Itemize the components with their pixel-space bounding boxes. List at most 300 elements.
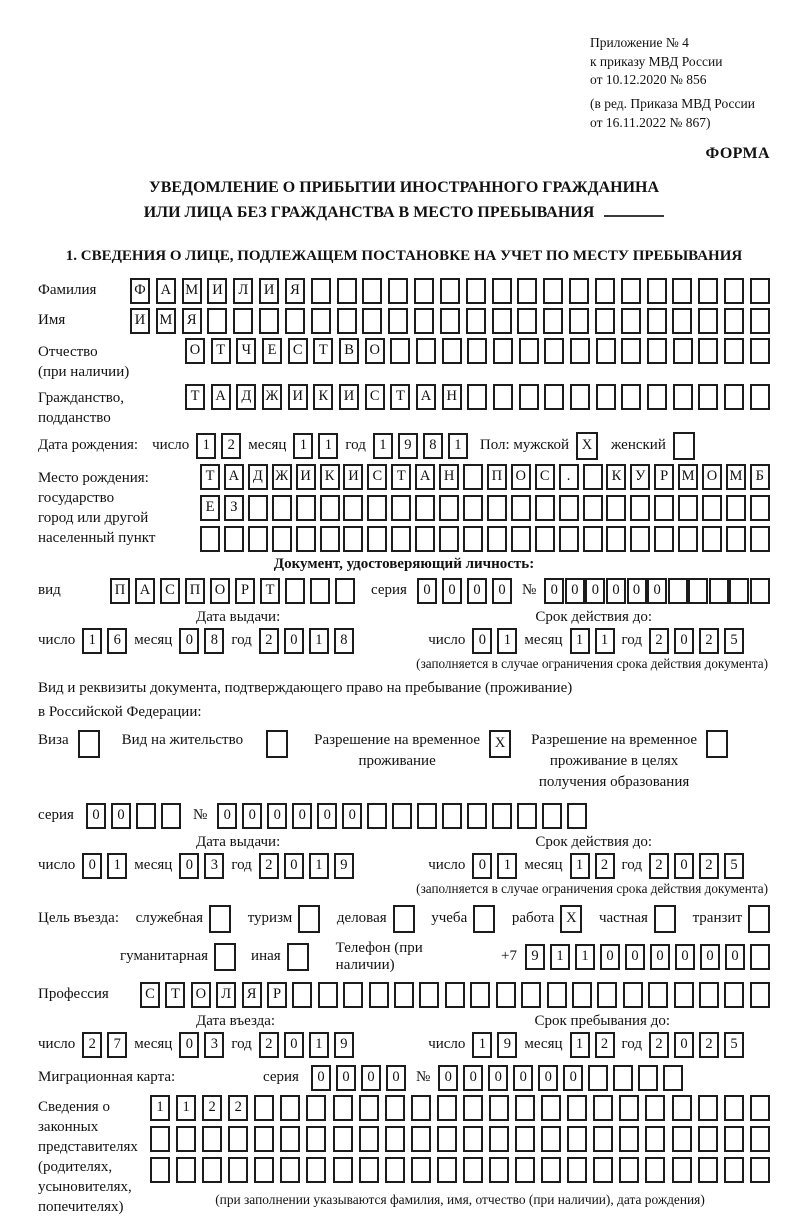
char-box[interactable] xyxy=(489,1095,509,1121)
char-box[interactable]: 0 xyxy=(600,944,620,970)
char-box[interactable]: 5 xyxy=(724,628,744,654)
char-box[interactable]: 2 xyxy=(259,1032,279,1058)
char-box[interactable] xyxy=(442,338,462,364)
char-box[interactable] xyxy=(583,495,603,521)
char-box[interactable] xyxy=(437,1126,457,1152)
char-box[interactable] xyxy=(285,578,305,604)
char-box[interactable] xyxy=(750,384,770,410)
char-box[interactable] xyxy=(467,803,487,829)
temp-residence-edu-checkbox[interactable] xyxy=(706,730,728,758)
char-box[interactable] xyxy=(362,308,382,334)
char-box[interactable] xyxy=(673,384,693,410)
char-box[interactable] xyxy=(724,1095,744,1121)
char-box[interactable] xyxy=(595,278,615,304)
char-box[interactable] xyxy=(467,384,487,410)
char-box[interactable]: 0 xyxy=(267,803,287,829)
char-box[interactable]: Т xyxy=(260,578,280,604)
char-box[interactable] xyxy=(136,803,156,829)
char-box[interactable]: 1 xyxy=(293,433,313,459)
char-box[interactable] xyxy=(511,495,531,521)
char-box[interactable]: 0 xyxy=(463,1065,483,1091)
char-box[interactable] xyxy=(750,495,770,521)
char-box[interactable]: Д xyxy=(236,384,256,410)
char-box[interactable]: 8 xyxy=(423,433,443,459)
char-box[interactable] xyxy=(596,384,616,410)
char-box[interactable] xyxy=(750,1126,770,1152)
char-box[interactable] xyxy=(724,338,744,364)
char-box[interactable] xyxy=(544,384,564,410)
char-box[interactable] xyxy=(621,278,641,304)
char-box[interactable] xyxy=(415,526,435,552)
char-box[interactable] xyxy=(414,278,434,304)
char-box[interactable] xyxy=(569,278,589,304)
char-box[interactable]: 1 xyxy=(318,433,338,459)
char-box[interactable] xyxy=(411,1126,431,1152)
char-box[interactable]: 0 xyxy=(650,944,670,970)
char-box[interactable] xyxy=(688,578,708,604)
char-box[interactable]: И xyxy=(343,464,363,490)
char-box[interactable] xyxy=(411,1157,431,1183)
char-box[interactable]: 0 xyxy=(700,944,720,970)
char-box[interactable]: 0 xyxy=(284,853,304,879)
char-box[interactable]: Т xyxy=(313,338,333,364)
char-box[interactable] xyxy=(369,982,389,1008)
char-box[interactable] xyxy=(593,1126,613,1152)
char-box[interactable] xyxy=(445,982,465,1008)
char-box[interactable] xyxy=(385,1095,405,1121)
char-box[interactable]: С xyxy=(140,982,160,1008)
char-box[interactable] xyxy=(335,578,355,604)
char-box[interactable]: В xyxy=(339,338,359,364)
char-box[interactable] xyxy=(248,526,268,552)
char-box[interactable] xyxy=(415,495,435,521)
char-box[interactable] xyxy=(674,982,694,1008)
char-box[interactable] xyxy=(672,308,692,334)
char-box[interactable]: 9 xyxy=(398,433,418,459)
char-box[interactable]: 1 xyxy=(373,433,393,459)
char-box[interactable] xyxy=(567,1157,587,1183)
char-box[interactable] xyxy=(296,526,316,552)
char-box[interactable] xyxy=(311,308,331,334)
char-box[interactable] xyxy=(228,1126,248,1152)
char-box[interactable] xyxy=(645,1157,665,1183)
char-box[interactable]: 9 xyxy=(334,1032,354,1058)
char-box[interactable]: С xyxy=(288,338,308,364)
char-box[interactable]: З xyxy=(224,495,244,521)
char-box[interactable]: 2 xyxy=(221,433,241,459)
char-box[interactable]: 2 xyxy=(259,628,279,654)
char-box[interactable]: К xyxy=(313,384,333,410)
char-box[interactable]: 0 xyxy=(292,803,312,829)
char-box[interactable]: 2 xyxy=(699,628,719,654)
char-box[interactable] xyxy=(519,338,539,364)
char-box[interactable] xyxy=(388,308,408,334)
char-box[interactable]: 0 xyxy=(725,944,745,970)
char-box[interactable]: И xyxy=(130,308,150,334)
char-box[interactable]: 9 xyxy=(334,853,354,879)
char-box[interactable]: К xyxy=(606,464,626,490)
char-box[interactable] xyxy=(648,982,668,1008)
char-box[interactable] xyxy=(572,982,592,1008)
char-box[interactable] xyxy=(570,384,590,410)
char-box[interactable]: Я xyxy=(285,278,305,304)
char-box[interactable]: 0 xyxy=(513,1065,533,1091)
char-box[interactable] xyxy=(437,1095,457,1121)
char-box[interactable] xyxy=(310,578,330,604)
char-box[interactable]: 0 xyxy=(544,578,564,604)
char-box[interactable]: 1 xyxy=(575,944,595,970)
char-box[interactable] xyxy=(699,982,719,1008)
char-box[interactable] xyxy=(280,1095,300,1121)
char-box[interactable]: Ч xyxy=(236,338,256,364)
char-box[interactable]: 0 xyxy=(217,803,237,829)
char-box[interactable]: 0 xyxy=(492,578,512,604)
char-box[interactable] xyxy=(343,495,363,521)
char-box[interactable]: 1 xyxy=(82,628,102,654)
char-box[interactable]: И xyxy=(288,384,308,410)
char-box[interactable] xyxy=(176,1126,196,1152)
char-box[interactable]: Е xyxy=(200,495,220,521)
char-box[interactable]: О xyxy=(702,464,722,490)
char-box[interactable]: 6 xyxy=(107,628,127,654)
char-box[interactable] xyxy=(672,278,692,304)
char-box[interactable] xyxy=(272,526,292,552)
char-box[interactable] xyxy=(463,464,483,490)
char-box[interactable] xyxy=(668,578,688,604)
char-box[interactable] xyxy=(202,1126,222,1152)
char-box[interactable]: Ж xyxy=(262,384,282,410)
char-box[interactable] xyxy=(647,278,667,304)
business-checkbox[interactable] xyxy=(393,905,415,933)
char-box[interactable] xyxy=(285,308,305,334)
char-box[interactable] xyxy=(619,1126,639,1152)
char-box[interactable] xyxy=(623,982,643,1008)
char-box[interactable]: 0 xyxy=(472,628,492,654)
char-box[interactable]: О xyxy=(210,578,230,604)
char-box[interactable] xyxy=(672,1095,692,1121)
char-box[interactable]: Л xyxy=(216,982,236,1008)
char-box[interactable] xyxy=(619,1157,639,1183)
char-box[interactable] xyxy=(543,278,563,304)
char-box[interactable] xyxy=(726,495,746,521)
char-box[interactable] xyxy=(698,278,718,304)
char-box[interactable]: 0 xyxy=(317,803,337,829)
study-checkbox[interactable] xyxy=(473,905,495,933)
char-box[interactable] xyxy=(567,1126,587,1152)
char-box[interactable]: 2 xyxy=(595,853,615,879)
char-box[interactable]: М xyxy=(156,308,176,334)
char-box[interactable] xyxy=(559,526,579,552)
char-box[interactable] xyxy=(343,526,363,552)
char-box[interactable] xyxy=(726,526,746,552)
char-box[interactable] xyxy=(463,1095,483,1121)
char-box[interactable] xyxy=(333,1126,353,1152)
char-box[interactable]: 0 xyxy=(82,853,102,879)
char-box[interactable] xyxy=(750,982,770,1008)
char-box[interactable] xyxy=(678,526,698,552)
char-box[interactable] xyxy=(517,308,537,334)
char-box[interactable]: Н xyxy=(442,384,462,410)
char-box[interactable]: 1 xyxy=(309,1032,329,1058)
char-box[interactable] xyxy=(437,1157,457,1183)
char-box[interactable]: 0 xyxy=(86,803,106,829)
char-box[interactable] xyxy=(567,803,587,829)
char-box[interactable] xyxy=(391,526,411,552)
char-box[interactable]: 0 xyxy=(585,578,605,604)
char-box[interactable]: 5 xyxy=(724,1032,744,1058)
char-box[interactable] xyxy=(630,495,650,521)
char-box[interactable]: 0 xyxy=(467,578,487,604)
char-box[interactable] xyxy=(724,278,744,304)
char-box[interactable] xyxy=(702,526,722,552)
char-box[interactable] xyxy=(442,803,462,829)
char-box[interactable]: 2 xyxy=(699,853,719,879)
char-box[interactable] xyxy=(439,526,459,552)
char-box[interactable]: 0 xyxy=(442,578,462,604)
char-box[interactable] xyxy=(515,1126,535,1152)
char-box[interactable] xyxy=(417,803,437,829)
char-box[interactable]: Ж xyxy=(272,464,292,490)
residence-permit-checkbox[interactable] xyxy=(266,730,288,758)
char-box[interactable] xyxy=(466,308,486,334)
char-box[interactable]: С xyxy=(367,464,387,490)
char-box[interactable]: 0 xyxy=(674,853,694,879)
char-box[interactable] xyxy=(487,526,507,552)
char-box[interactable] xyxy=(207,308,227,334)
char-box[interactable]: 0 xyxy=(111,803,131,829)
char-box[interactable] xyxy=(541,1126,561,1152)
char-box[interactable]: М xyxy=(182,278,202,304)
char-box[interactable]: 0 xyxy=(284,1032,304,1058)
char-box[interactable] xyxy=(750,944,770,970)
char-box[interactable]: 5 xyxy=(724,853,744,879)
char-box[interactable]: 8 xyxy=(334,628,354,654)
char-box[interactable] xyxy=(394,982,414,1008)
char-box[interactable] xyxy=(544,338,564,364)
char-box[interactable] xyxy=(698,1157,718,1183)
char-box[interactable]: П xyxy=(487,464,507,490)
char-box[interactable] xyxy=(519,384,539,410)
char-box[interactable] xyxy=(224,526,244,552)
char-box[interactable]: 0 xyxy=(674,628,694,654)
char-box[interactable] xyxy=(496,982,516,1008)
transit-checkbox[interactable] xyxy=(748,905,770,933)
char-box[interactable] xyxy=(638,1065,658,1091)
char-box[interactable]: О xyxy=(185,338,205,364)
char-box[interactable]: 0 xyxy=(179,1032,199,1058)
char-box[interactable] xyxy=(390,338,410,364)
char-box[interactable] xyxy=(254,1095,274,1121)
char-box[interactable]: Т xyxy=(165,982,185,1008)
char-box[interactable] xyxy=(248,495,268,521)
char-box[interactable] xyxy=(559,495,579,521)
char-box[interactable] xyxy=(750,1095,770,1121)
char-box[interactable]: С xyxy=(160,578,180,604)
work-checkbox[interactable]: X xyxy=(560,905,582,933)
char-box[interactable] xyxy=(698,1095,718,1121)
char-box[interactable] xyxy=(280,1157,300,1183)
char-box[interactable]: Я xyxy=(182,308,202,334)
char-box[interactable]: 1 xyxy=(176,1095,196,1121)
char-box[interactable] xyxy=(367,495,387,521)
char-box[interactable] xyxy=(570,338,590,364)
char-box[interactable] xyxy=(654,526,674,552)
char-box[interactable] xyxy=(606,495,626,521)
char-box[interactable]: Е xyxy=(262,338,282,364)
char-box[interactable] xyxy=(463,526,483,552)
char-box[interactable] xyxy=(416,338,436,364)
char-box[interactable] xyxy=(593,1157,613,1183)
char-box[interactable] xyxy=(535,526,555,552)
char-box[interactable]: Т xyxy=(391,464,411,490)
char-box[interactable] xyxy=(588,1065,608,1091)
char-box[interactable] xyxy=(672,1126,692,1152)
char-box[interactable] xyxy=(724,1126,744,1152)
char-box[interactable] xyxy=(493,338,513,364)
visa-checkbox[interactable] xyxy=(78,730,100,758)
char-box[interactable]: 1 xyxy=(570,628,590,654)
char-box[interactable] xyxy=(259,308,279,334)
char-box[interactable] xyxy=(492,278,512,304)
char-box[interactable] xyxy=(202,1157,222,1183)
private-checkbox[interactable] xyxy=(654,905,676,933)
char-box[interactable]: 1 xyxy=(550,944,570,970)
char-box[interactable] xyxy=(411,1095,431,1121)
char-box[interactable] xyxy=(228,1157,248,1183)
char-box[interactable] xyxy=(333,1095,353,1121)
char-box[interactable] xyxy=(440,278,460,304)
char-box[interactable]: 9 xyxy=(525,944,545,970)
temp-residence-checkbox[interactable]: X xyxy=(489,730,511,758)
char-box[interactable] xyxy=(543,308,563,334)
char-box[interactable]: 0 xyxy=(336,1065,356,1091)
char-box[interactable] xyxy=(709,578,729,604)
char-box[interactable] xyxy=(337,278,357,304)
char-box[interactable]: И xyxy=(259,278,279,304)
char-box[interactable]: Б xyxy=(750,464,770,490)
char-box[interactable] xyxy=(200,526,220,552)
char-box[interactable]: 0 xyxy=(386,1065,406,1091)
char-box[interactable]: Я xyxy=(242,982,262,1008)
char-box[interactable] xyxy=(698,308,718,334)
char-box[interactable] xyxy=(493,384,513,410)
char-box[interactable] xyxy=(292,982,312,1008)
char-box[interactable] xyxy=(414,308,434,334)
char-box[interactable]: 0 xyxy=(606,578,626,604)
char-box[interactable] xyxy=(254,1126,274,1152)
char-box[interactable]: 1 xyxy=(570,853,590,879)
char-box[interactable] xyxy=(597,982,617,1008)
char-box[interactable] xyxy=(583,526,603,552)
char-box[interactable] xyxy=(280,1126,300,1152)
char-box[interactable] xyxy=(724,384,744,410)
char-box[interactable]: О xyxy=(511,464,531,490)
char-box[interactable]: 1 xyxy=(497,853,517,879)
char-box[interactable]: И xyxy=(296,464,316,490)
char-box[interactable] xyxy=(492,803,512,829)
char-box[interactable] xyxy=(569,308,589,334)
char-box[interactable] xyxy=(367,526,387,552)
char-box[interactable]: О xyxy=(365,338,385,364)
char-box[interactable] xyxy=(702,495,722,521)
tourism-checkbox[interactable] xyxy=(298,905,320,933)
char-box[interactable]: П xyxy=(110,578,130,604)
char-box[interactable]: 2 xyxy=(649,1032,669,1058)
char-box[interactable] xyxy=(320,495,340,521)
char-box[interactable] xyxy=(672,1157,692,1183)
char-box[interactable]: 0 xyxy=(342,803,362,829)
char-box[interactable] xyxy=(463,1157,483,1183)
char-box[interactable] xyxy=(724,1157,744,1183)
char-box[interactable] xyxy=(619,1095,639,1121)
char-box[interactable]: И xyxy=(339,384,359,410)
char-box[interactable] xyxy=(515,1095,535,1121)
char-box[interactable] xyxy=(333,1157,353,1183)
char-box[interactable] xyxy=(419,982,439,1008)
char-box[interactable] xyxy=(567,1095,587,1121)
char-box[interactable]: Т xyxy=(200,464,220,490)
char-box[interactable]: А xyxy=(224,464,244,490)
char-box[interactable] xyxy=(489,1157,509,1183)
char-box[interactable] xyxy=(343,982,363,1008)
char-box[interactable] xyxy=(161,803,181,829)
char-box[interactable] xyxy=(595,308,615,334)
char-box[interactable] xyxy=(320,526,340,552)
char-box[interactable]: 0 xyxy=(417,578,437,604)
char-box[interactable] xyxy=(359,1157,379,1183)
char-box[interactable] xyxy=(698,384,718,410)
char-box[interactable]: А xyxy=(156,278,176,304)
char-box[interactable]: Т xyxy=(390,384,410,410)
char-box[interactable] xyxy=(729,578,749,604)
char-box[interactable] xyxy=(750,526,770,552)
char-box[interactable]: 7 xyxy=(107,1032,127,1058)
char-box[interactable] xyxy=(750,278,770,304)
char-box[interactable] xyxy=(645,1095,665,1121)
char-box[interactable]: А xyxy=(135,578,155,604)
char-box[interactable]: 1 xyxy=(448,433,468,459)
char-box[interactable] xyxy=(647,384,667,410)
char-box[interactable] xyxy=(535,495,555,521)
char-box[interactable]: Р xyxy=(235,578,255,604)
char-box[interactable] xyxy=(750,1157,770,1183)
char-box[interactable]: 1 xyxy=(472,1032,492,1058)
char-box[interactable] xyxy=(463,495,483,521)
char-box[interactable]: И xyxy=(207,278,227,304)
char-box[interactable] xyxy=(176,1157,196,1183)
char-box[interactable]: М xyxy=(678,464,698,490)
char-box[interactable]: 2 xyxy=(228,1095,248,1121)
char-box[interactable]: 2 xyxy=(82,1032,102,1058)
char-box[interactable]: 0 xyxy=(488,1065,508,1091)
char-box[interactable]: 0 xyxy=(647,578,667,604)
char-box[interactable] xyxy=(583,464,603,490)
char-box[interactable] xyxy=(750,308,770,334)
char-box[interactable]: Д xyxy=(248,464,268,490)
char-box[interactable] xyxy=(306,1095,326,1121)
char-box[interactable] xyxy=(367,803,387,829)
char-box[interactable]: 1 xyxy=(309,853,329,879)
char-box[interactable]: 2 xyxy=(202,1095,222,1121)
char-box[interactable]: Р xyxy=(267,982,287,1008)
char-box[interactable]: 1 xyxy=(150,1095,170,1121)
char-box[interactable]: 0 xyxy=(675,944,695,970)
char-box[interactable] xyxy=(698,1126,718,1152)
char-box[interactable] xyxy=(621,308,641,334)
humanitarian-checkbox[interactable] xyxy=(214,943,236,971)
char-box[interactable] xyxy=(311,278,331,304)
char-box[interactable] xyxy=(233,308,253,334)
